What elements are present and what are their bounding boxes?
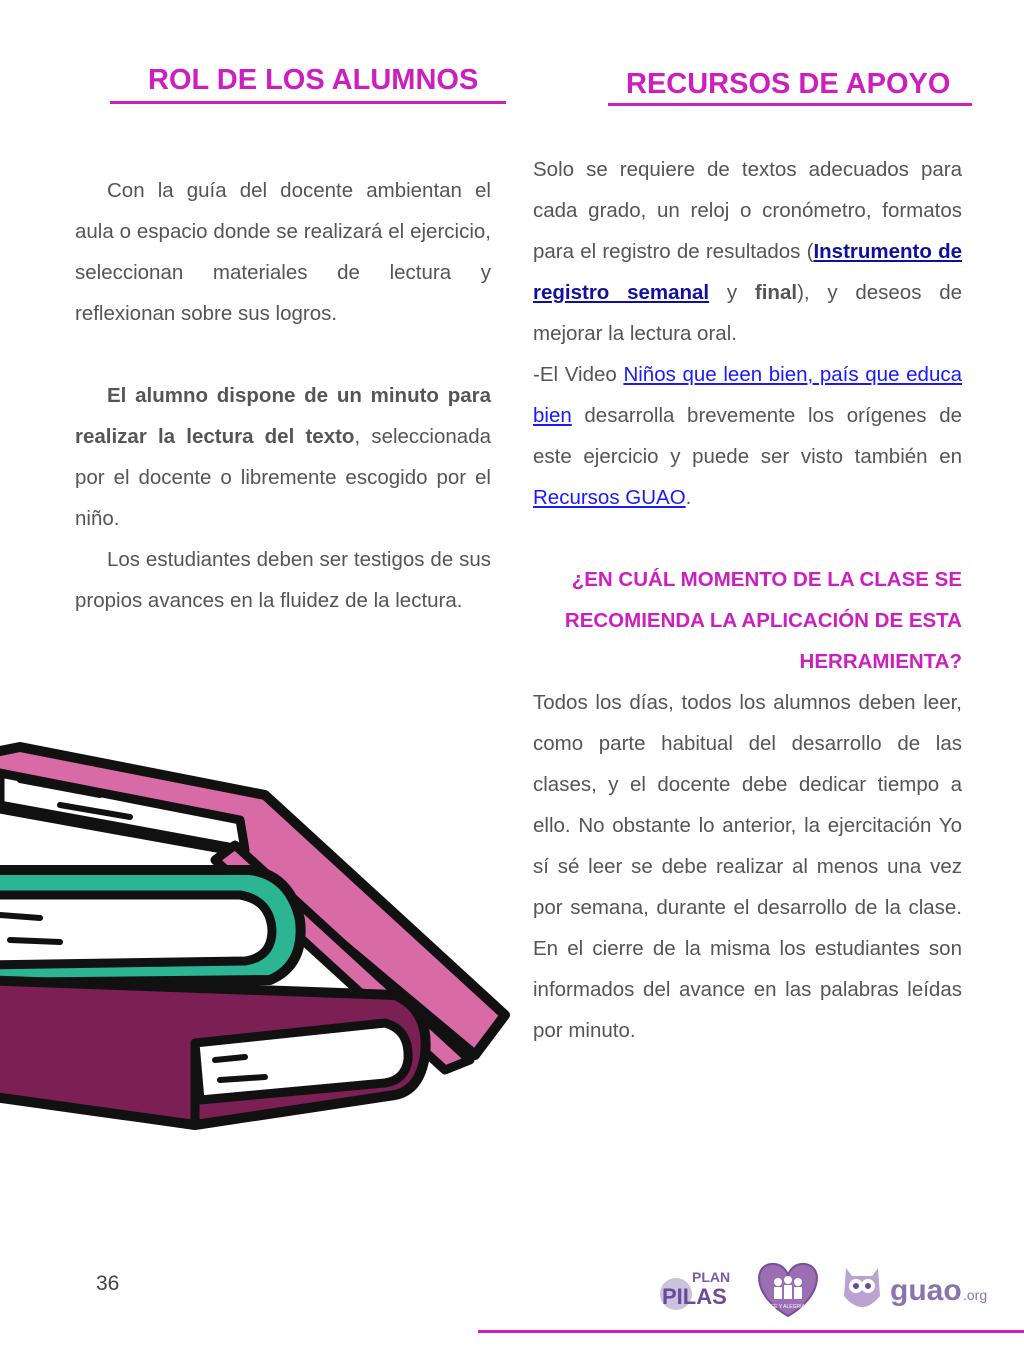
teal-book bbox=[0, 870, 301, 983]
fe-y-alegria-logo bbox=[759, 1264, 817, 1316]
paragraph-role-2 bbox=[75, 375, 491, 539]
link-video-ninos[interactable]: Niños que leen bien, país que educa bien bbox=[533, 363, 962, 427]
heading-recursos-apoyo: RECURSOS DE APOYO bbox=[626, 68, 951, 100]
link-instrumento-registro[interactable]: Instrumento de registro semanal bbox=[533, 240, 962, 304]
resources-text-c: ), y deseos de mejorar la lectura oral. bbox=[533, 281, 963, 345]
svg-text:guao: guao bbox=[890, 1274, 962, 1307]
heading-underline-left bbox=[110, 101, 506, 104]
footer-logos bbox=[658, 1256, 1018, 1326]
paragraph-role-2-bold: El alumno dispone de un minuto para realizar la lectura del texto bbox=[75, 384, 491, 448]
svg-text:.org: .org bbox=[963, 1287, 988, 1303]
paragraph-role-3: Los estudiantes deben ser testigos de sus propios avances en la fluidez de la lectura. bbox=[75, 548, 491, 612]
paragraph-resources-1 bbox=[533, 149, 962, 354]
resources-text-final: final bbox=[754, 281, 798, 304]
books-illustration bbox=[0, 725, 525, 1155]
guao-logo bbox=[844, 1268, 987, 1307]
plan-pilas-logo bbox=[660, 1269, 730, 1310]
paragraph-when: Todos los días, todos los alumnos deben leer, como parte habitual del desarrollo de las clases, y el docente debe dedicar tiempo a ello. No obstante lo anterior, la ejercitación Yo sí sé leer se debe realizar al menos una vez por semana, durante el desarrollo de la clase. En el cierre de la misma los estudiantes son informados del avance en las palabras leídas por minuto. bbox=[533, 691, 962, 1042]
heading-rol-alumnos: ROL DE LOS ALUMNOS bbox=[148, 64, 479, 96]
resources-text-a: Solo se requiere de textos adecuados para cada grado, un reloj o cronómetro, formatos para el registro de resultados ( bbox=[533, 158, 962, 263]
resources-text-b: y bbox=[709, 281, 755, 304]
maroon-book bbox=[0, 980, 426, 1125]
paragraph-role-1: Con la guía del docente ambientan el aula o espacio donde se realizará el ejercicio, seleccionan materiales de lectura y reflexionan sobre sus logros. bbox=[75, 179, 491, 325]
page-number: 36 bbox=[96, 1272, 120, 1295]
video-text-b: desarrolla brevemente los orígenes de este ejercicio y puede ser visto también en bbox=[533, 404, 962, 468]
question-heading: ¿EN CUÁL MOMENTO DE LA CLASE SE RECOMIENDA LA APLICACIÓN DE ESTA HERRAMIENTA? bbox=[564, 568, 962, 673]
right-column bbox=[533, 149, 962, 1051]
paragraph-role-2-rest: , seleccionada por el docente o libremente escogido por el niño. bbox=[75, 425, 491, 530]
video-text-c: . bbox=[685, 486, 692, 509]
svg-text:PILAS: PILAS bbox=[662, 1284, 727, 1309]
left-column bbox=[75, 170, 491, 621]
svg-text:PLAN: PLAN bbox=[692, 1269, 731, 1285]
link-recursos-guao[interactable]: Recursos GUAO bbox=[533, 486, 686, 509]
footer-rule bbox=[478, 1330, 1024, 1333]
svg-text:FE Y ALEGRIA: FE Y ALEGRIA bbox=[771, 1304, 805, 1310]
paragraph-resources-2 bbox=[533, 354, 962, 518]
video-text-a: -El Video bbox=[533, 363, 624, 386]
heading-underline-right bbox=[608, 103, 972, 106]
